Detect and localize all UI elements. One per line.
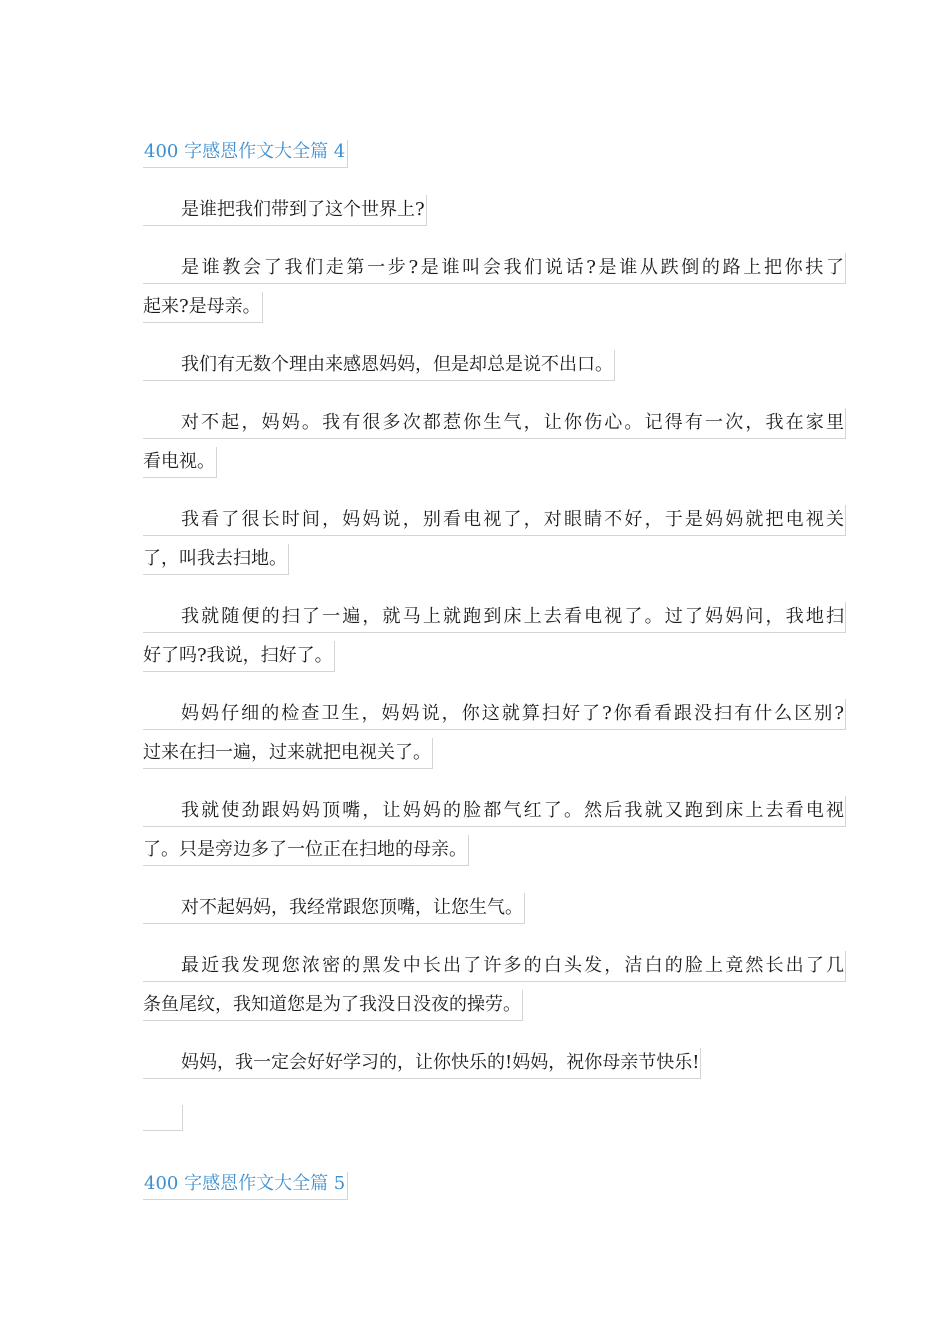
paragraph [143, 345, 807, 384]
paragraph [143, 888, 807, 927]
paragraph-line: 了，叫我去扫地。 [143, 539, 807, 578]
paragraph-line: 我就使劲跟妈妈顶嘴，让妈妈的脸都气红了。然后我就又跑到床上去看电视 [143, 791, 807, 830]
paragraph-line: 我们有无数个理由来感恩妈妈，但是却总是说不出口。 [143, 345, 807, 384]
empty-paragraph [143, 1105, 183, 1131]
paragraph [143, 248, 844, 326]
paragraph-line: 看电视。 [143, 442, 807, 481]
paragraph [143, 597, 844, 675]
paragraph [143, 946, 844, 1024]
paragraph-line: 妈妈，我一定会好好学习的，让你快乐的!妈妈，祝你母亲节快乐! [143, 1043, 807, 1082]
section-heading-4: 400 字感恩作文大全篇 4 [143, 140, 348, 168]
paragraph-line: 最近我发现您浓密的黑发中长出了许多的白头发，洁白的脸上竟然长出了几 [143, 946, 807, 985]
paragraph [143, 1043, 807, 1082]
paragraph [143, 791, 844, 869]
paragraph-line: 我看了很长时间，妈妈说，别看电视了，对眼睛不好，于是妈妈就把电视关 [143, 500, 807, 539]
paragraph-line: 妈妈仔细的检查卫生，妈妈说，你这就算扫好了?你看看跟没扫有什么区别? [143, 694, 807, 733]
paragraph-line: 我就随便的扫了一遍，就马上就跑到床上去看电视了。过了妈妈问，我地扫 [143, 597, 807, 636]
paragraph-line: 好了吗?我说，扫好了。 [143, 636, 807, 675]
paragraph-line: 是谁教会了我们走第一步?是谁叫会我们说话?是谁从跌倒的路上把你扶了 [143, 248, 807, 287]
paragraph [143, 403, 844, 481]
paragraph-line: 过来在扫一遍，过来就把电视关了。 [143, 733, 807, 772]
paragraph [143, 500, 844, 578]
paragraph [143, 190, 807, 229]
section-heading-5: 400 字感恩作文大全篇 5 [143, 1172, 348, 1200]
paragraph-line: 条鱼尾纹，我知道您是为了我没日没夜的操劳。 [143, 985, 807, 1024]
paragraph-line: 对不起妈妈，我经常跟您顶嘴，让您生气。 [143, 888, 807, 927]
paragraph-line: 对不起，妈妈。我有很多次都惹你生气，让你伤心。记得有一次，我在家里 [143, 403, 807, 442]
paragraph [143, 694, 844, 772]
paragraph-line: 是谁把我们带到了这个世界上? [143, 190, 807, 229]
paragraph-line: 起来?是母亲。 [143, 287, 807, 326]
paragraph-line: 了。只是旁边多了一位正在扫地的母亲。 [143, 830, 807, 869]
